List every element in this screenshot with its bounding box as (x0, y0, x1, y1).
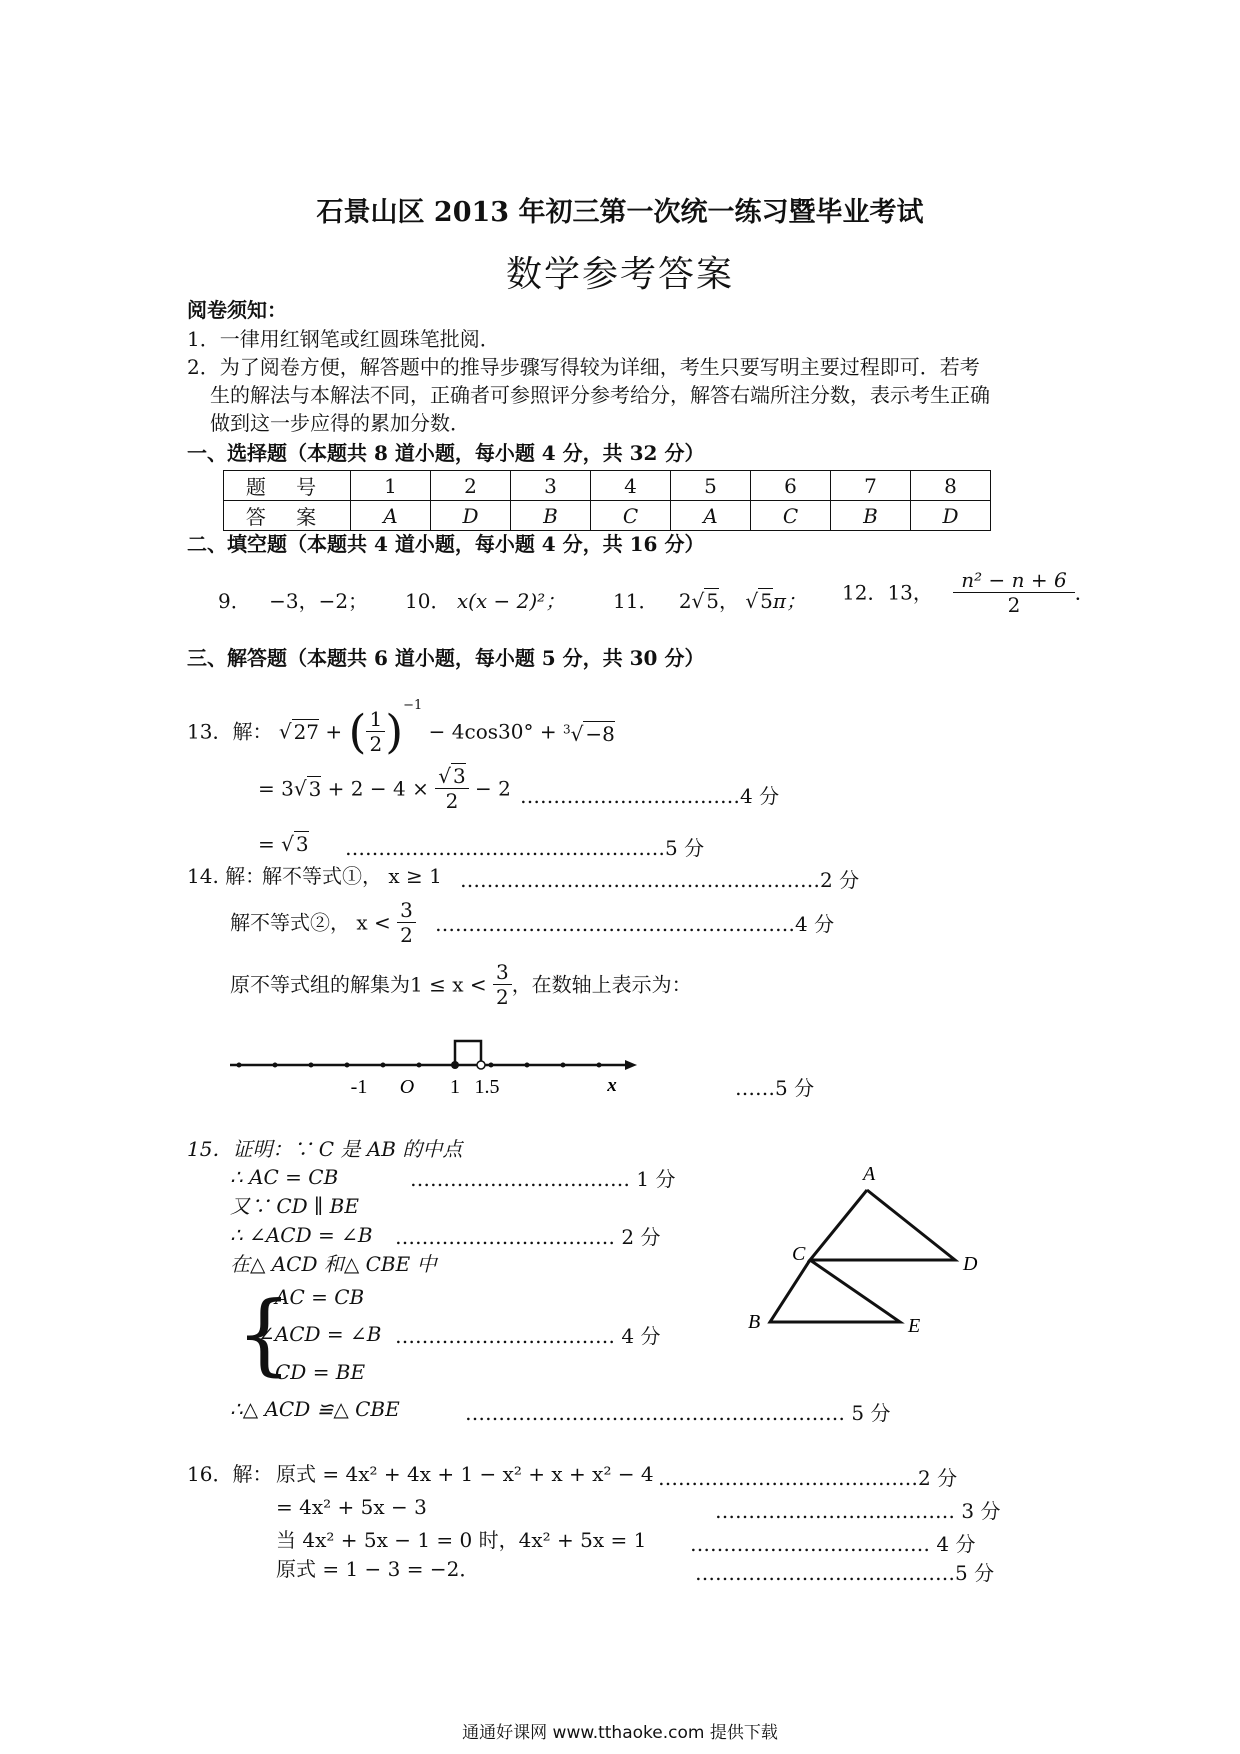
system-brace: { (236, 1282, 292, 1385)
number-line-arrow (625, 1060, 637, 1070)
q11-label: 11． (613, 589, 659, 613)
q13-cbrt-value: −8 (585, 721, 615, 746)
q13-step1-points: ……………………………4 分 (520, 784, 780, 808)
q13-label: 13．解： (187, 719, 273, 744)
q15-line3-points: …………………………… 2 分 (395, 1225, 661, 1249)
q13-root-27: 27 (293, 719, 320, 744)
q15-line-2: 又∵ CD ∥ BE (230, 1194, 359, 1218)
q13-cbrt-index: 3 (562, 722, 571, 737)
q14-step-3 (230, 960, 692, 1009)
q16-line-3: 当 4x² + 5x − 1 = 0 时，4x² + 5x = 1 (276, 1528, 647, 1552)
q9-label: 9． (218, 589, 251, 613)
q13-tail: − 4cos30° + (428, 719, 563, 744)
table-cell: 6 (751, 471, 831, 501)
q11-a: 2 (678, 589, 692, 613)
q16-line-1: 原式 = 4x² + 4x + 1 − x² + x + x² − 4 (276, 1462, 654, 1486)
q13-step2-a: = (258, 832, 282, 856)
q12-label: 12．13， (842, 580, 933, 605)
table-cell: D (911, 501, 991, 531)
q15-system2-points: …………………………… 4 分 (395, 1324, 661, 1348)
q13-step1-frac-root: 3 (452, 764, 466, 788)
q12-denominator: 2 (1007, 593, 1021, 617)
q15-line1-points: …………………………… 1 分 (410, 1167, 676, 1191)
q9-answer (218, 587, 368, 615)
q11-b-tail: π； (772, 589, 807, 613)
q12-answer: 12．13， $\frac{\text{n² − n + 6}}{2}$ ． (842, 568, 1095, 617)
table-cell: A (671, 501, 751, 531)
q11-b-root: 5 (760, 589, 773, 613)
q13-step1-frac: $\frac{√ 3}{2}$ (435, 764, 468, 813)
q15-line-4: 在△ ACD 和△ CBE 中 (230, 1252, 437, 1276)
axis-label-origin: O (399, 1076, 415, 1095)
table-cell: 1 (351, 471, 431, 501)
q13-step1-b: + 2 − 4 × (321, 776, 436, 801)
notice-item-2-line2: 生的解法与本解法不同，正确者可参照评分参考给分，解答右端所注分数，表示考生正确 (210, 383, 990, 407)
table-cell: C (751, 501, 831, 531)
q11-a-root: 5 (706, 589, 720, 613)
q16-line2-points: ……………………………… 3 分 (715, 1499, 1001, 1523)
q16-label: 16．解： (187, 1462, 273, 1486)
q10-value: x(x − 2)²； (456, 589, 566, 613)
q10-answer (405, 587, 565, 615)
q14-step3-points: ……5 分 (735, 1076, 815, 1100)
q14-step3-b: ，在数轴上表示为： (511, 972, 692, 997)
q9-value: −3，−2； (269, 589, 369, 613)
triangle-cbe (770, 1260, 900, 1322)
table-cell: 8 (911, 471, 991, 501)
q15-system-2: ∠ACD = ∠B (258, 1322, 382, 1346)
notice-item-2-line3: 做到这一步应得的累加分数． (210, 411, 470, 435)
table-header-cell: 答 案 (224, 501, 351, 531)
q13-step2-root: 3 (295, 832, 309, 856)
q13-exponent: −1 (403, 698, 423, 713)
q13-step1-a: = 3 (258, 776, 294, 801)
table-cell: 5 (671, 471, 751, 501)
table-row (224, 501, 991, 531)
q14-step2-points: ………………………………………………4 分 (435, 912, 835, 936)
q16-line-4: 原式 = 1 − 3 = −2． (276, 1557, 480, 1581)
exam-title: 石景山区 2013 年初三第一次统一练习暨毕业考试 (316, 197, 924, 228)
q13-step1-root: 3 (308, 776, 322, 801)
solution-interval-bracket (455, 1041, 481, 1065)
table-header-cell: 题 号 (224, 471, 351, 501)
triangle-figure (730, 1160, 990, 1350)
q15-system-3: CD = BE (275, 1360, 366, 1384)
q13-step-2: = √ 3 (258, 832, 309, 856)
q15-conclusion-points: ………………………………………………… 5 分 (465, 1401, 891, 1425)
table-cell: C (591, 501, 671, 531)
table-cell: B (511, 501, 591, 531)
notice-item-1: 1．一律用红钢笔或红圆珠笔批阅． (187, 327, 500, 351)
answer-table (223, 470, 991, 531)
section-1-heading: 一、选择题（本题共 8 道小题，每小题 4 分，共 32 分） (187, 441, 705, 465)
q13-half-n: 1 (366, 707, 385, 732)
section-3-heading: 三、解答题（本题共 6 道小题，每小题 5 分，共 30 分） (187, 646, 705, 670)
triangle-acd (810, 1190, 955, 1260)
answer-key-title: 数学参考答案 (505, 254, 734, 295)
q13-step1-c: − 2 (468, 776, 511, 801)
q12-numerator: n² − n + 6 (953, 568, 1074, 593)
axis-label-1-5: 1.5 (474, 1076, 500, 1095)
table-cell: 4 (591, 471, 671, 501)
table-cell: 3 (511, 471, 591, 501)
notice-item-2: 2．为了阅卷方便，解答题中的推导步骤写得较为详细，考生只要写明主要过程即可．若考 (187, 355, 980, 379)
q16-line1-points: …………………………………2 分 (658, 1466, 958, 1490)
q13-expression: 13．解： √ 27 + ( $\frac{1}{2}$ )$^{-1}$ − 4cos30° + $^3$√ −8 (187, 698, 615, 759)
table-row (224, 471, 991, 501)
vertex-label-d: D (963, 1253, 978, 1275)
vertex-label-a: A (863, 1163, 876, 1185)
q14-step3-a: 原不等式组的解集为1 ≤ x < (230, 972, 493, 997)
q16-line4-points: …………………………………5 分 (695, 1561, 995, 1585)
table-cell: D (431, 501, 511, 531)
q14-step-1: 解不等式①， x ≥ 1 (262, 864, 442, 888)
q13-half-d: 2 (369, 732, 383, 756)
q14-step2-text: 解不等式②， x < (230, 910, 398, 935)
q15-line-3: ∴ ∠ACD = ∠B (230, 1223, 373, 1247)
q14-step2-d: 2 (400, 923, 413, 947)
axis-label-1: 1 (450, 1076, 460, 1095)
q14-step1-points: ………………………………………………2 分 (460, 868, 860, 892)
number-line (225, 1025, 645, 1095)
q10-label: 10． (405, 589, 451, 613)
section-2-heading: 二、填空题（本题共 4 道小题，每小题 4 分，共 16 分） (187, 532, 705, 556)
q14-step3-n: 3 (493, 960, 512, 985)
q14-step2-n: 3 (397, 898, 416, 923)
q14-step2-frac (397, 898, 416, 947)
vertex-label-b: B (748, 1311, 761, 1333)
q16-line-2: = 4x² + 5x − 3 (276, 1495, 427, 1519)
q15-conclusion: ∴△ ACD ≌△ CBE (230, 1397, 400, 1421)
footer-source: 通通好课网 www.tthaoke.com 提供下载 (462, 1723, 778, 1743)
q13-step2-points: …………………………………………5 分 (345, 836, 705, 860)
open-endpoint (477, 1061, 485, 1069)
vertex-label-c: C (792, 1243, 806, 1265)
q14-label: 14. 解： (187, 864, 266, 888)
table-cell: 7 (831, 471, 911, 501)
q12-fraction (953, 568, 1074, 617)
q16-line3-points: ……………………………… 4 分 (690, 1532, 976, 1556)
q11-answer: 11． 2√ 5， √ 5π； (613, 589, 807, 613)
q13-step-1: = 3√ 3 + 2 − 4 × $\frac{√ 3}{2}$ − 2 (258, 764, 511, 813)
axis-label-neg1: -1 (350, 1076, 368, 1095)
q15-label: 15．证明：∵ C 是 AB 的中点 (187, 1137, 463, 1161)
q14-step3-frac (493, 960, 512, 1009)
table-cell: B (831, 501, 911, 531)
closed-endpoint (451, 1061, 459, 1069)
q14-step-2 (230, 898, 416, 947)
q15-line-1: ∴ AC = CB (230, 1165, 339, 1189)
q15-system-1: AC = CB (275, 1285, 365, 1309)
q13-half (366, 707, 385, 756)
table-cell: 2 (431, 471, 511, 501)
notice-heading: 阅卷须知： (187, 298, 287, 322)
table-cell: A (351, 501, 431, 531)
q13-step1-frac-d: 2 (445, 789, 459, 813)
vertex-label-e: E (908, 1315, 921, 1337)
axis-variable-x: x (607, 1075, 617, 1095)
q14-step3-d: 2 (495, 985, 509, 1009)
